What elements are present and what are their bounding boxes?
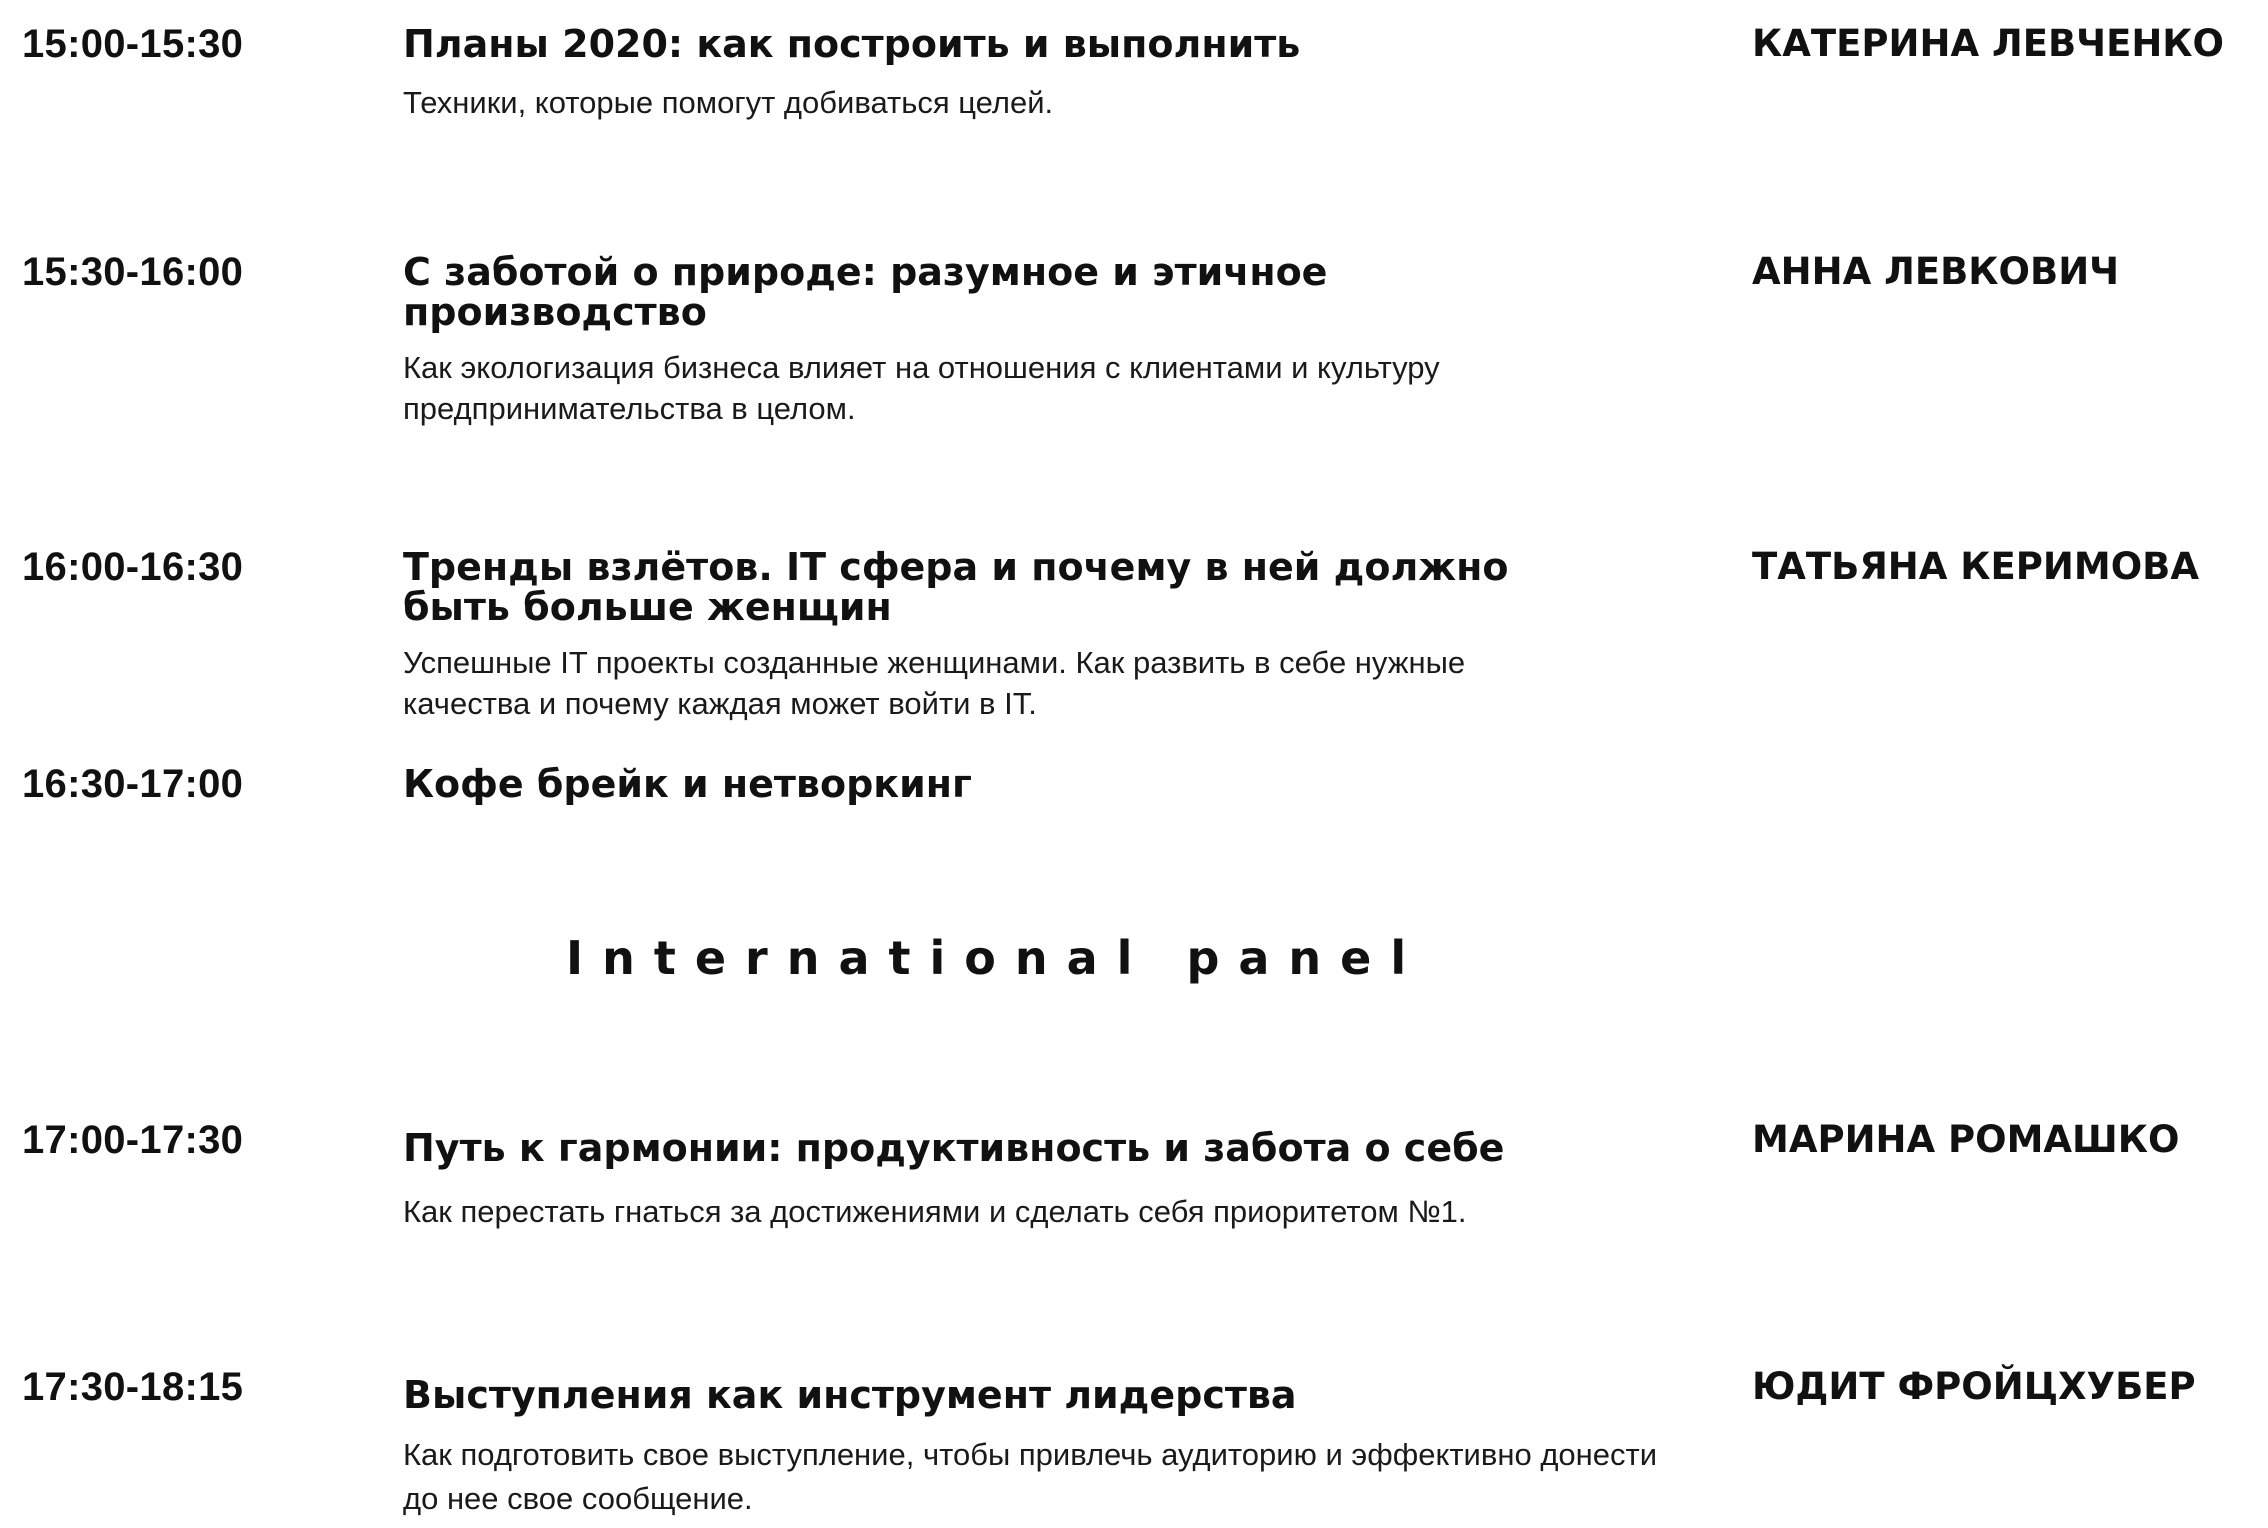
- section-heading: International panel: [566, 931, 1426, 985]
- session-description: Техники, которые помогут добиваться целей.: [403, 85, 1054, 120]
- session-description: Как перестать гнаться за достижениями и сделать себя приоритетом №1.: [403, 1194, 1467, 1229]
- session-title: С заботой о природе: разумное и этичное производство: [403, 250, 1328, 334]
- session-speaker: ЮДИТ ФРОЙЦХУБЕР: [1752, 1365, 2196, 1408]
- session-title: Планы 2020: как построить и выполнить: [403, 22, 1301, 66]
- session-time: 15:00-15:30: [22, 22, 244, 66]
- session-speaker: ТАТЬЯНА КЕРИМОВА: [1752, 545, 2199, 588]
- session-time: 16:30-17:00: [22, 762, 244, 806]
- session-description: Как экологизация бизнеса влияет на отношения с клиентами и культуру предпринимательства в целом.: [403, 350, 1440, 426]
- session-time: 15:30-16:00: [22, 250, 244, 294]
- session-title: Путь к гармонии: продуктивность и забота о себе: [403, 1126, 1505, 1170]
- session-time: 17:00-17:30: [22, 1118, 244, 1162]
- session-speaker: КАТЕРИНА ЛЕВЧЕНКО: [1752, 22, 2225, 65]
- session-title: Тренды взлётов. IT сфера и почему в ней должно быть больше женщин: [403, 545, 1509, 629]
- session-title: Выступления как инструмент лидерства: [403, 1373, 1297, 1417]
- session-description: Как подготовить свое выступление, чтобы привлечь аудиторию и эффективно донести до нее свое сообщение.: [403, 1437, 1658, 1516]
- session-description: Успешные IT проекты созданные женщинами. Как развить в себе нужные качества и почему каждая может войти в IT.: [403, 645, 1466, 721]
- session-speaker: МАРИНА РОМАШКО: [1752, 1118, 2180, 1161]
- session-speaker: АННА ЛЕВКОВИЧ: [1752, 250, 2120, 293]
- session-time: 17:30-18:15: [22, 1365, 244, 1409]
- session-title: Кофе брейк и нетворкинг: [403, 762, 972, 806]
- session-time: 16:00-16:30: [22, 545, 244, 589]
